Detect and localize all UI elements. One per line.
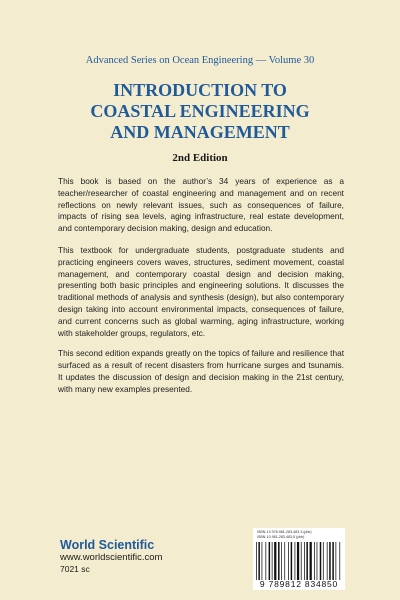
edition-label: 2nd Edition — [172, 152, 228, 164]
isbn-13: ISBN-13 978-981-283-483-3 (pbk) — [257, 530, 312, 534]
catalog-code: 7021 sc — [60, 564, 90, 574]
publisher-info — [60, 538, 162, 575]
barcode-number: 9 789812 834850 — [259, 579, 339, 589]
publisher-url: www.worldscientific.com — [60, 552, 163, 563]
title-line-3: AND MANAGEMENT — [110, 122, 290, 142]
series-title: Advanced Series on Ocean Engineering — Volume 30 — [85, 55, 315, 66]
blurb-paragraph-2: This textbook for undergraduate students, postgraduate students and practicing engineers covers waves, structures, sediment movement, coastal management, and contemporary coastal design and decision making, presenting both basic principles and engineering solutions. It discusses the traditional methods of analysis and synthesis (design), but also contemporary design taking into account environmental impacts, consequences of failure, and current concerns such as global warming, aging infrastructure, working with stakeholder groups, regulators, etc. — [58, 244, 344, 338]
title-line-1: INTRODUCTION TO — [113, 80, 287, 100]
blurb-paragraph-3: This second edition expands greatly on the topics of failure and resilience that surfaced as a result of recent disasters from hurricane surges and tsunamis. It updates the discussion of design and decision making in the 21st century, with many new examples presented. — [58, 348, 344, 394]
blurb-paragraph-1: This book is based on the author’s 34 years of experience as a teacher/researcher of coastal engineering and management and on recent reflections on newly relevant issues, such as consequences of failure, impacts of rising sea levels, aging infrastructure, real estate development, and contemporary decision making, design and education. — [58, 176, 344, 234]
blurb — [58, 176, 344, 406]
book-title — [20, 80, 380, 143]
isbn-10: ISBN-10 981-283-483-5 (pbk) — [257, 535, 305, 539]
publisher-name: World Scientific — [60, 538, 155, 552]
barcode — [255, 542, 343, 580]
title-line-2: COASTAL ENGINEERING — [90, 101, 310, 121]
isbn-barcode-block — [253, 528, 345, 590]
